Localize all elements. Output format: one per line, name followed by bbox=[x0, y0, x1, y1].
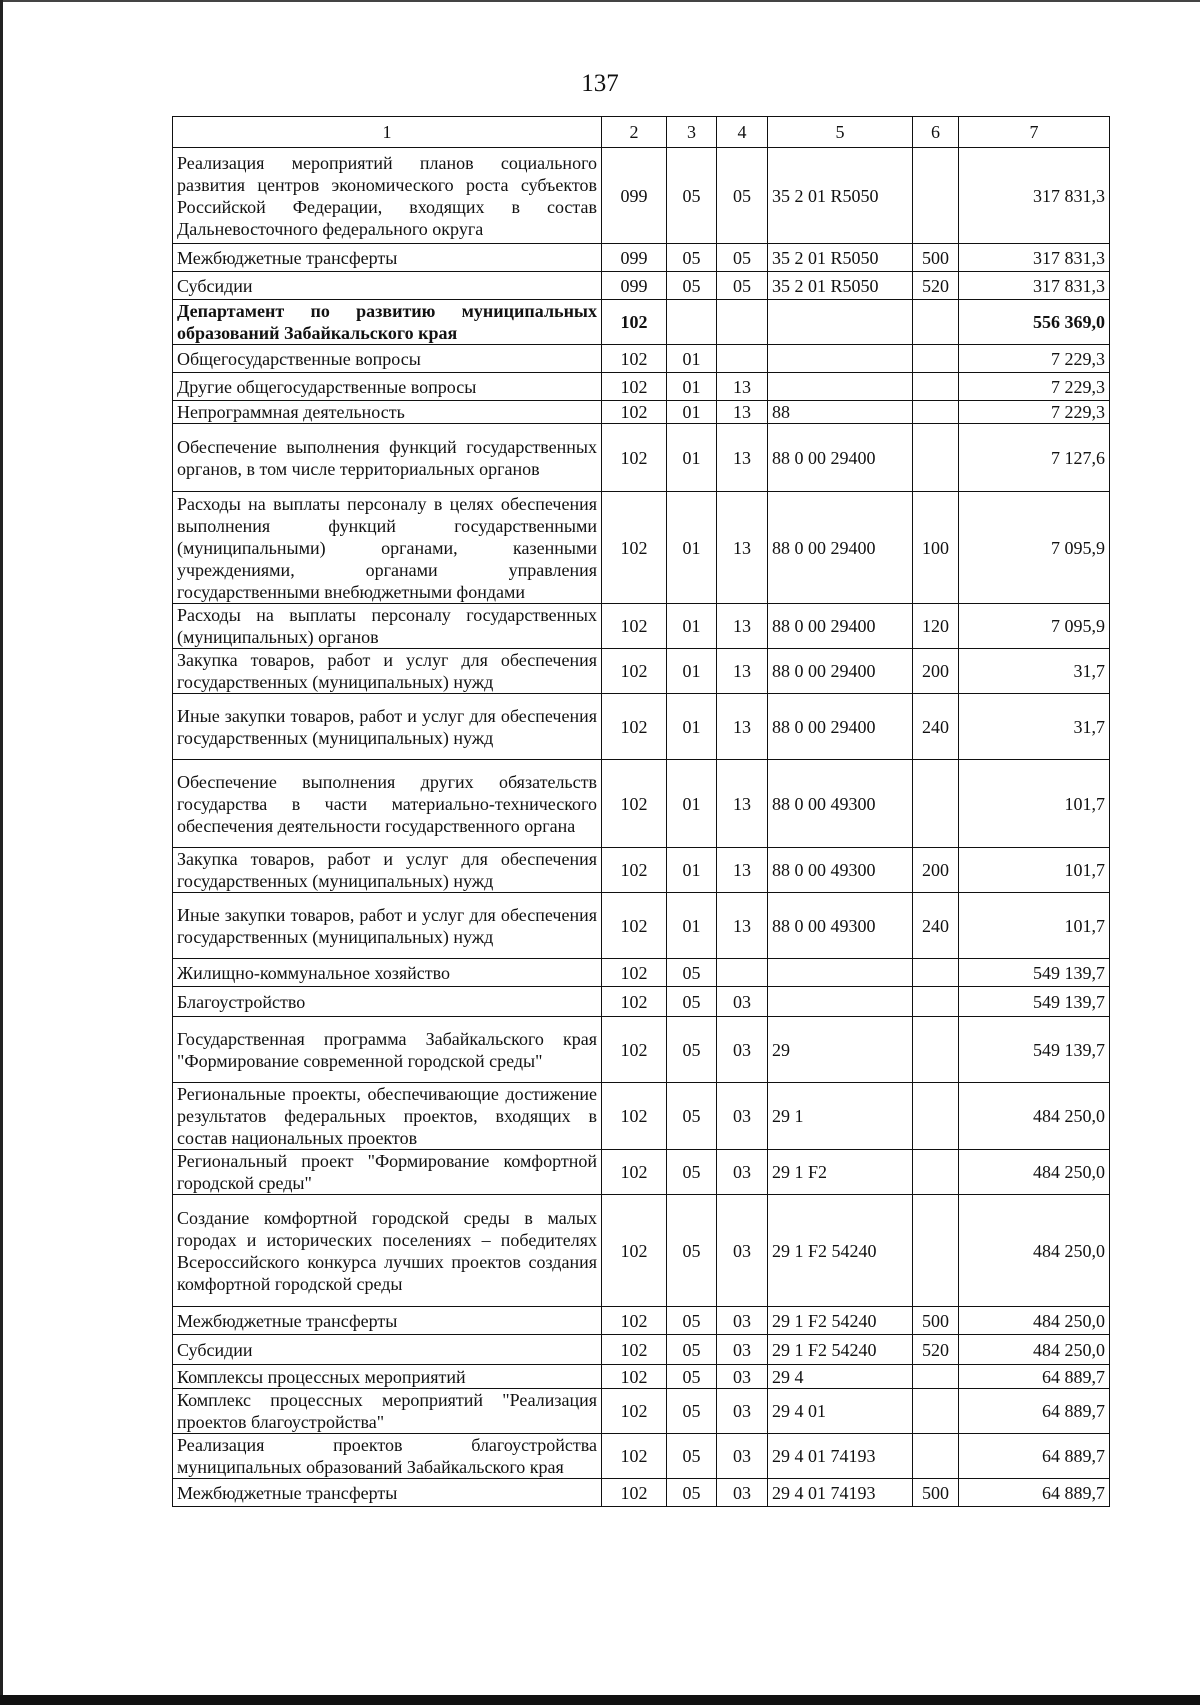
table-row bbox=[173, 244, 1110, 272]
target-article-cell: 29 4 01 bbox=[768, 1389, 913, 1434]
expense-type-cell bbox=[913, 424, 959, 492]
row-name-cell: Другие общегосударственные вопросы bbox=[173, 373, 602, 401]
ministry-code-cell: 102 bbox=[602, 401, 667, 424]
expense-type-cell bbox=[913, 1389, 959, 1434]
ministry-code-cell: 102 bbox=[602, 424, 667, 492]
amount-cell: 549 139,7 bbox=[959, 1017, 1110, 1083]
expense-type-cell: 520 bbox=[913, 272, 959, 300]
row-name-cell: Обеспечение выполнения функций государственных органов, в том числе территориальных органов bbox=[173, 424, 602, 492]
expense-type-cell: 240 bbox=[913, 694, 959, 760]
amount-cell: 484 250,0 bbox=[959, 1083, 1110, 1150]
amount-cell: 549 139,7 bbox=[959, 959, 1110, 987]
subsection-code-cell: 03 bbox=[717, 1479, 768, 1507]
target-article-cell: 29 4 01 74193 bbox=[768, 1434, 913, 1479]
amount-cell: 7 229,3 bbox=[959, 373, 1110, 401]
ministry-code-cell: 102 bbox=[602, 1150, 667, 1195]
amount-cell: 7 229,3 bbox=[959, 401, 1110, 424]
amount-cell: 556 369,0 bbox=[959, 300, 1110, 345]
target-article-cell: 88 0 00 49300 bbox=[768, 848, 913, 893]
expense-type-cell bbox=[913, 345, 959, 373]
table-row bbox=[173, 148, 1110, 244]
row-name-cell: Межбюджетные трансферты bbox=[173, 1307, 602, 1335]
table-row bbox=[173, 1017, 1110, 1083]
expense-type-cell: 200 bbox=[913, 649, 959, 694]
section-code-cell: 01 bbox=[667, 424, 717, 492]
target-article-cell: 88 0 00 29400 bbox=[768, 424, 913, 492]
expense-type-cell: 200 bbox=[913, 848, 959, 893]
ministry-code-cell: 102 bbox=[602, 649, 667, 694]
table-row bbox=[173, 1150, 1110, 1195]
expense-type-cell: 120 bbox=[913, 604, 959, 649]
subsection-code-cell: 03 bbox=[717, 1150, 768, 1195]
target-article-cell: 35 2 01 R5050 bbox=[768, 272, 913, 300]
column-header: 1 bbox=[173, 117, 602, 148]
target-article-cell bbox=[768, 987, 913, 1017]
subsection-code-cell bbox=[717, 959, 768, 987]
section-code-cell bbox=[667, 300, 717, 345]
table-row bbox=[173, 604, 1110, 649]
subsection-code-cell: 13 bbox=[717, 848, 768, 893]
amount-cell: 101,7 bbox=[959, 893, 1110, 959]
column-header: 7 bbox=[959, 117, 1110, 148]
section-code-cell: 01 bbox=[667, 492, 717, 604]
table-row bbox=[173, 649, 1110, 694]
table-row bbox=[173, 1479, 1110, 1507]
target-article-cell: 88 0 00 29400 bbox=[768, 604, 913, 649]
section-code-cell: 01 bbox=[667, 345, 717, 373]
target-article-cell: 29 1 bbox=[768, 1083, 913, 1150]
expense-type-cell bbox=[913, 148, 959, 244]
amount-cell: 317 831,3 bbox=[959, 148, 1110, 244]
section-code-cell: 01 bbox=[667, 848, 717, 893]
subsection-code-cell: 03 bbox=[717, 1389, 768, 1434]
row-name-cell: Департамент по развитию муниципальных образований Забайкальского края bbox=[173, 300, 602, 345]
amount-cell: 484 250,0 bbox=[959, 1150, 1110, 1195]
table-row bbox=[173, 1195, 1110, 1307]
ministry-code-cell: 102 bbox=[602, 492, 667, 604]
section-code-cell: 05 bbox=[667, 244, 717, 272]
table-row bbox=[173, 1307, 1110, 1335]
expense-type-cell: 500 bbox=[913, 244, 959, 272]
subsection-code-cell: 05 bbox=[717, 244, 768, 272]
row-name-cell: Комплексы процессных мероприятий bbox=[173, 1365, 602, 1389]
section-code-cell: 05 bbox=[667, 1017, 717, 1083]
column-header: 5 bbox=[768, 117, 913, 148]
ministry-code-cell: 102 bbox=[602, 373, 667, 401]
target-article-cell bbox=[768, 300, 913, 345]
row-name-cell: Реализация проектов благоустройства муниципальных образований Забайкальского края bbox=[173, 1434, 602, 1479]
ministry-code-cell: 102 bbox=[602, 1307, 667, 1335]
scan-top-border bbox=[0, 0, 1200, 2]
ministry-code-cell: 102 bbox=[602, 1195, 667, 1307]
expense-type-cell bbox=[913, 401, 959, 424]
row-name-cell: Закупка товаров, работ и услуг для обеспечения государственных (муниципальных) нужд bbox=[173, 848, 602, 893]
target-article-cell: 35 2 01 R5050 bbox=[768, 244, 913, 272]
table-header-row bbox=[173, 117, 1110, 148]
row-name-cell: Субсидии bbox=[173, 1335, 602, 1365]
amount-cell: 7 127,6 bbox=[959, 424, 1110, 492]
section-code-cell: 01 bbox=[667, 604, 717, 649]
row-name-cell: Межбюджетные трансферты bbox=[173, 244, 602, 272]
ministry-code-cell: 102 bbox=[602, 300, 667, 345]
row-name-cell: Комплекс процессных мероприятий "Реализация проектов благоустройства" bbox=[173, 1389, 602, 1434]
expense-type-cell bbox=[913, 1150, 959, 1195]
expense-type-cell bbox=[913, 1434, 959, 1479]
table-row bbox=[173, 1434, 1110, 1479]
amount-cell: 101,7 bbox=[959, 848, 1110, 893]
expense-type-cell bbox=[913, 1017, 959, 1083]
expense-type-cell bbox=[913, 1195, 959, 1307]
amount-cell: 7 229,3 bbox=[959, 345, 1110, 373]
target-article-cell: 88 0 00 29400 bbox=[768, 649, 913, 694]
row-name-cell: Региональный проект "Формирование комфортной городской среды" bbox=[173, 1150, 602, 1195]
ministry-code-cell: 099 bbox=[602, 244, 667, 272]
section-code-cell: 01 bbox=[667, 373, 717, 401]
subsection-code-cell: 13 bbox=[717, 373, 768, 401]
target-article-cell bbox=[768, 345, 913, 373]
target-article-cell: 29 4 bbox=[768, 1365, 913, 1389]
section-code-cell: 05 bbox=[667, 1083, 717, 1150]
section-code-cell: 01 bbox=[667, 893, 717, 959]
target-article-cell bbox=[768, 959, 913, 987]
subsection-code-cell: 03 bbox=[717, 1335, 768, 1365]
ministry-code-cell: 102 bbox=[602, 1017, 667, 1083]
ministry-code-cell: 102 bbox=[602, 604, 667, 649]
subsection-code-cell: 03 bbox=[717, 1017, 768, 1083]
section-code-cell: 05 bbox=[667, 1150, 717, 1195]
subsection-code-cell: 03 bbox=[717, 1434, 768, 1479]
table-row bbox=[173, 300, 1110, 345]
amount-cell: 31,7 bbox=[959, 694, 1110, 760]
expense-type-cell: 240 bbox=[913, 893, 959, 959]
expense-type-cell bbox=[913, 373, 959, 401]
target-article-cell: 29 4 01 74193 bbox=[768, 1479, 913, 1507]
amount-cell: 31,7 bbox=[959, 649, 1110, 694]
section-code-cell: 05 bbox=[667, 987, 717, 1017]
target-article-cell: 29 1 F2 54240 bbox=[768, 1307, 913, 1335]
amount-cell: 484 250,0 bbox=[959, 1195, 1110, 1307]
amount-cell: 101,7 bbox=[959, 760, 1110, 848]
target-article-cell: 29 bbox=[768, 1017, 913, 1083]
expense-type-cell bbox=[913, 1083, 959, 1150]
ministry-code-cell: 102 bbox=[602, 893, 667, 959]
amount-cell: 484 250,0 bbox=[959, 1335, 1110, 1365]
section-code-cell: 05 bbox=[667, 1195, 717, 1307]
section-code-cell: 05 bbox=[667, 1307, 717, 1335]
target-article-cell: 88 0 00 49300 bbox=[768, 760, 913, 848]
target-article-cell: 29 1 F2 bbox=[768, 1150, 913, 1195]
table-row bbox=[173, 492, 1110, 604]
section-code-cell: 05 bbox=[667, 959, 717, 987]
section-code-cell: 01 bbox=[667, 694, 717, 760]
table-row bbox=[173, 760, 1110, 848]
table-row bbox=[173, 1083, 1110, 1150]
section-code-cell: 05 bbox=[667, 272, 717, 300]
expense-type-cell bbox=[913, 1365, 959, 1389]
table-row bbox=[173, 272, 1110, 300]
amount-cell: 317 831,3 bbox=[959, 244, 1110, 272]
ministry-code-cell: 102 bbox=[602, 1434, 667, 1479]
subsection-code-cell: 03 bbox=[717, 1307, 768, 1335]
ministry-code-cell: 102 bbox=[602, 1365, 667, 1389]
table-row bbox=[173, 1389, 1110, 1434]
expense-type-cell bbox=[913, 300, 959, 345]
ministry-code-cell: 102 bbox=[602, 1083, 667, 1150]
expense-type-cell: 500 bbox=[913, 1479, 959, 1507]
amount-cell: 64 889,7 bbox=[959, 1389, 1110, 1434]
table-row bbox=[173, 373, 1110, 401]
table-row bbox=[173, 987, 1110, 1017]
ministry-code-cell: 099 bbox=[602, 148, 667, 244]
section-code-cell: 05 bbox=[667, 1389, 717, 1434]
subsection-code-cell: 03 bbox=[717, 1195, 768, 1307]
row-name-cell: Реализация мероприятий планов социального развития центров экономического роста субъектов Российской Федерации, входящих в состав Дальневосточного федерального округа bbox=[173, 148, 602, 244]
subsection-code-cell: 13 bbox=[717, 492, 768, 604]
row-name-cell: Иные закупки товаров, работ и услуг для обеспечения государственных (муниципальных) нужд bbox=[173, 694, 602, 760]
subsection-code-cell: 05 bbox=[717, 148, 768, 244]
table-row bbox=[173, 1335, 1110, 1365]
subsection-code-cell: 13 bbox=[717, 694, 768, 760]
row-name-cell: Государственная программа Забайкальского края "Формирование современной городской среды" bbox=[173, 1017, 602, 1083]
subsection-code-cell: 05 bbox=[717, 272, 768, 300]
expense-type-cell: 520 bbox=[913, 1335, 959, 1365]
ministry-code-cell: 102 bbox=[602, 760, 667, 848]
target-article-cell: 29 1 F2 54240 bbox=[768, 1195, 913, 1307]
ministry-code-cell: 102 bbox=[602, 987, 667, 1017]
ministry-code-cell: 102 bbox=[602, 345, 667, 373]
subsection-code-cell: 03 bbox=[717, 1365, 768, 1389]
ministry-code-cell: 102 bbox=[602, 848, 667, 893]
table-row bbox=[173, 345, 1110, 373]
row-name-cell: Расходы на выплаты персоналу в целях обеспечения выполнения функций государственными (муниципальными) органами, казенными учреждениями, органами управления государственными внебюджетными фондами bbox=[173, 492, 602, 604]
expense-type-cell bbox=[913, 959, 959, 987]
amount-cell: 64 889,7 bbox=[959, 1479, 1110, 1507]
amount-cell: 549 139,7 bbox=[959, 987, 1110, 1017]
ministry-code-cell: 102 bbox=[602, 1389, 667, 1434]
subsection-code-cell: 13 bbox=[717, 893, 768, 959]
expense-type-cell bbox=[913, 760, 959, 848]
row-name-cell: Региональные проекты, обеспечивающие достижение результатов федеральных проектов, входящих в состав национальных проектов bbox=[173, 1083, 602, 1150]
subsection-code-cell: 13 bbox=[717, 649, 768, 694]
subsection-code-cell: 13 bbox=[717, 604, 768, 649]
table-row bbox=[173, 848, 1110, 893]
subsection-code-cell: 13 bbox=[717, 760, 768, 848]
table-row bbox=[173, 1365, 1110, 1389]
subsection-code-cell: 03 bbox=[717, 1083, 768, 1150]
column-header: 3 bbox=[667, 117, 717, 148]
amount-cell: 64 889,7 bbox=[959, 1365, 1110, 1389]
ministry-code-cell: 102 bbox=[602, 694, 667, 760]
subsection-code-cell bbox=[717, 345, 768, 373]
row-name-cell: Обеспечение выполнения других обязательств государства в части материально-технического обеспечения деятельности государственного органа bbox=[173, 760, 602, 848]
row-name-cell: Создание комфортной городской среды в малых городах и исторических поселениях – победителях Всероссийского конкурса лучших проектов создания комфортной городской среды bbox=[173, 1195, 602, 1307]
row-name-cell: Закупка товаров, работ и услуг для обеспечения государственных (муниципальных) нужд bbox=[173, 649, 602, 694]
column-header: 2 bbox=[602, 117, 667, 148]
subsection-code-cell: 13 bbox=[717, 424, 768, 492]
target-article-cell: 88 0 00 49300 bbox=[768, 893, 913, 959]
target-article-cell: 35 2 01 R5050 bbox=[768, 148, 913, 244]
row-name-cell: Расходы на выплаты персоналу государственных (муниципальных) органов bbox=[173, 604, 602, 649]
amount-cell: 484 250,0 bbox=[959, 1307, 1110, 1335]
table-row bbox=[173, 694, 1110, 760]
section-code-cell: 05 bbox=[667, 1479, 717, 1507]
target-article-cell: 88 0 00 29400 bbox=[768, 694, 913, 760]
budget-table bbox=[172, 116, 1110, 1507]
subsection-code-cell bbox=[717, 300, 768, 345]
subsection-code-cell: 13 bbox=[717, 401, 768, 424]
row-name-cell: Непрограммная деятельность bbox=[173, 401, 602, 424]
section-code-cell: 05 bbox=[667, 148, 717, 244]
expense-type-cell: 100 bbox=[913, 492, 959, 604]
row-name-cell: Межбюджетные трансферты bbox=[173, 1479, 602, 1507]
target-article-cell: 29 1 F2 54240 bbox=[768, 1335, 913, 1365]
column-header: 4 bbox=[717, 117, 768, 148]
section-code-cell: 05 bbox=[667, 1335, 717, 1365]
expense-type-cell: 500 bbox=[913, 1307, 959, 1335]
section-code-cell: 05 bbox=[667, 1434, 717, 1479]
section-code-cell: 01 bbox=[667, 401, 717, 424]
table-row bbox=[173, 893, 1110, 959]
target-article-cell: 88 0 00 29400 bbox=[768, 492, 913, 604]
row-name-cell: Иные закупки товаров, работ и услуг для обеспечения государственных (муниципальных) нужд bbox=[173, 893, 602, 959]
target-article-cell: 88 bbox=[768, 401, 913, 424]
section-code-cell: 01 bbox=[667, 760, 717, 848]
row-name-cell: Жилищно-коммунальное хозяйство bbox=[173, 959, 602, 987]
ministry-code-cell: 102 bbox=[602, 1479, 667, 1507]
row-name-cell: Благоустройство bbox=[173, 987, 602, 1017]
ministry-code-cell: 102 bbox=[602, 959, 667, 987]
amount-cell: 7 095,9 bbox=[959, 604, 1110, 649]
table-row bbox=[173, 959, 1110, 987]
table-row bbox=[173, 401, 1110, 424]
expense-type-cell bbox=[913, 987, 959, 1017]
target-article-cell bbox=[768, 373, 913, 401]
ministry-code-cell: 099 bbox=[602, 272, 667, 300]
scan-left-border bbox=[0, 0, 3, 1705]
amount-cell: 64 889,7 bbox=[959, 1434, 1110, 1479]
section-code-cell: 01 bbox=[667, 649, 717, 694]
row-name-cell: Субсидии bbox=[173, 272, 602, 300]
subsection-code-cell: 03 bbox=[717, 987, 768, 1017]
page-number: 137 bbox=[581, 70, 619, 97]
ministry-code-cell: 102 bbox=[602, 1335, 667, 1365]
column-header: 6 bbox=[913, 117, 959, 148]
amount-cell: 317 831,3 bbox=[959, 272, 1110, 300]
row-name-cell: Общегосударственные вопросы bbox=[173, 345, 602, 373]
table-row bbox=[173, 424, 1110, 492]
amount-cell: 7 095,9 bbox=[959, 492, 1110, 604]
scan-bottom-border bbox=[0, 1695, 1200, 1705]
section-code-cell: 05 bbox=[667, 1365, 717, 1389]
